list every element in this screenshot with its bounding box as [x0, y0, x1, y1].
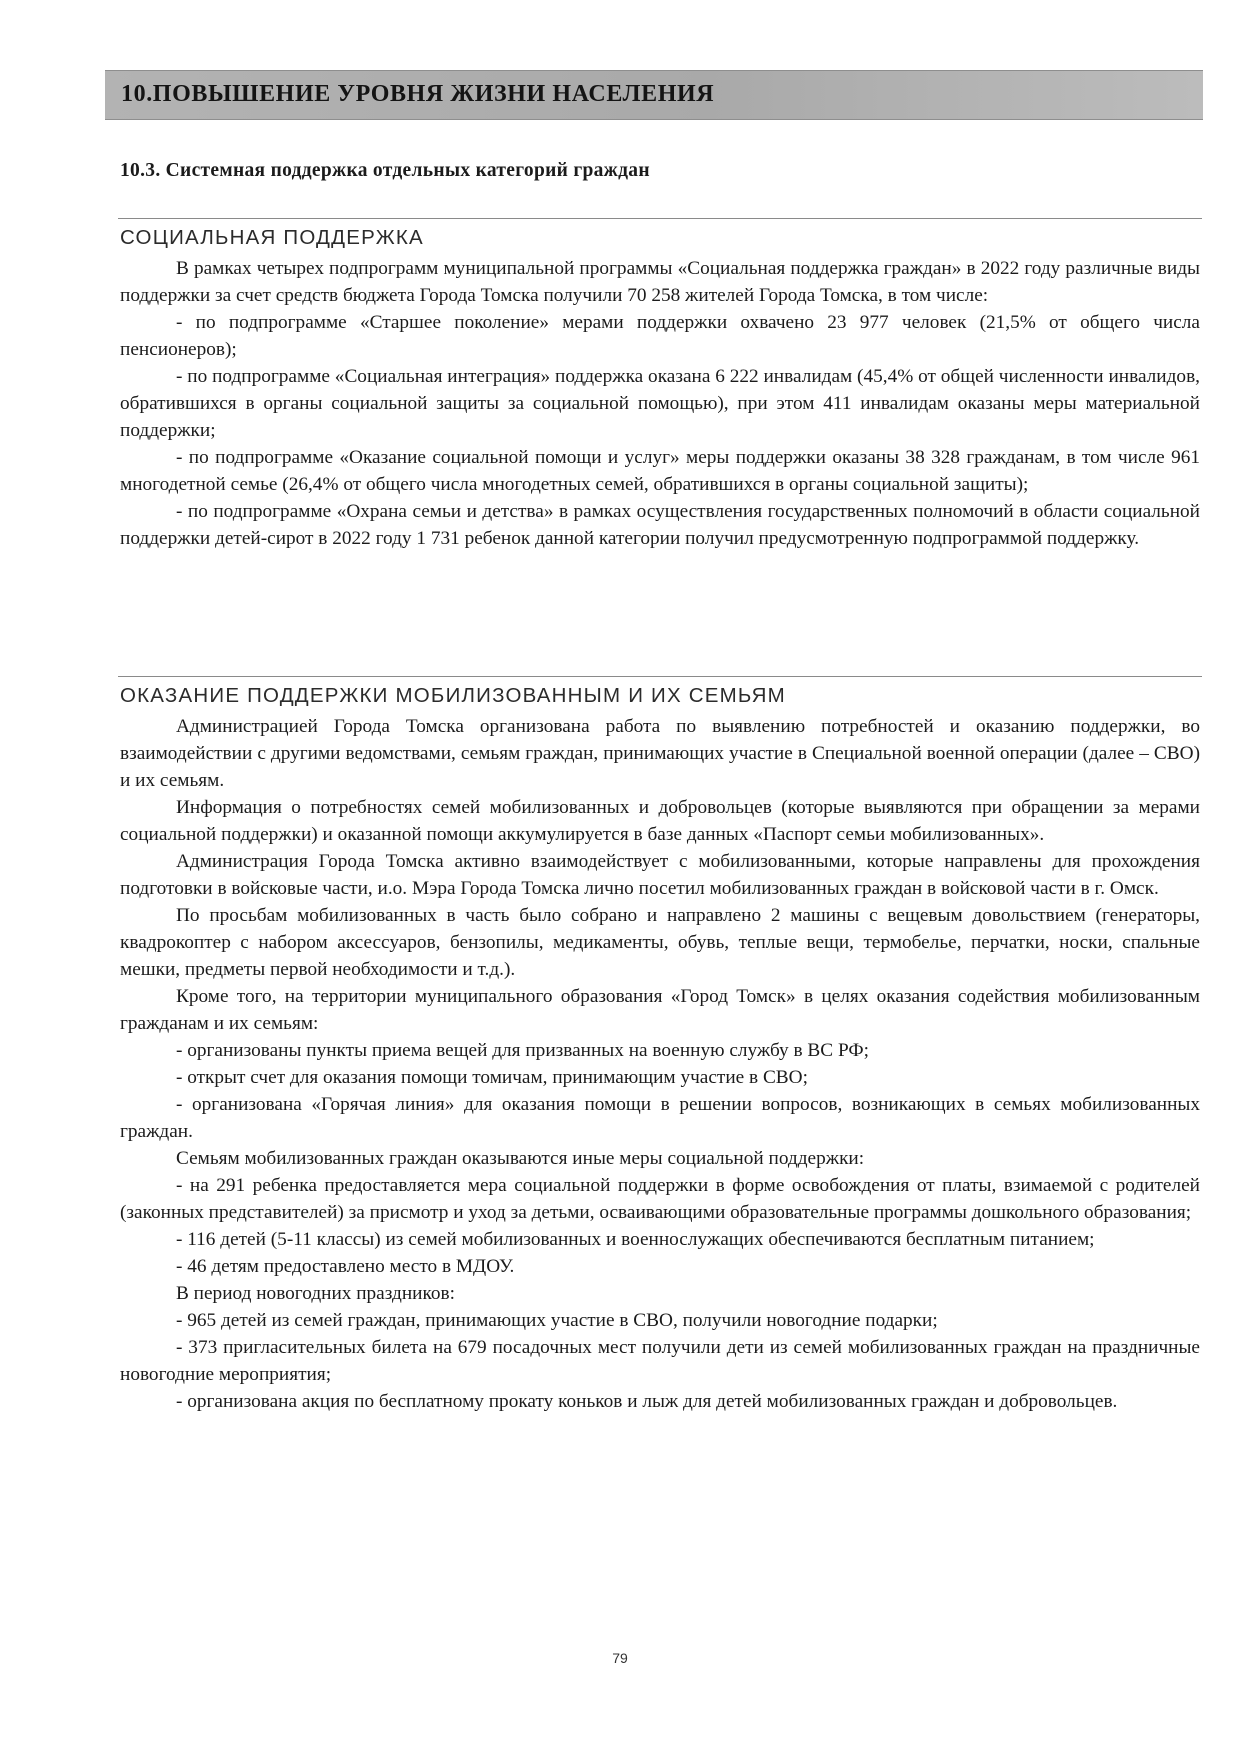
list-item: - организована акция по бесплатному прокату коньков и лыж для детей мобилизованных граждан и добровольцев. — [176, 1391, 1118, 1412]
heading-social-support: СОЦИАЛЬНАЯ ПОДДЕРЖКА — [120, 226, 424, 249]
paragraph: Семьям мобилизованных граждан оказываются иные меры социальной поддержки: — [176, 1148, 865, 1169]
list-item: - по подпрограмме «Оказание социальной помощи и услуг» меры поддержки оказаны 38 328 гражданам, в том числе 961 многодетной семье (26,4% от общего числа многодетных семей, обратившихся в органы социальной защиты); — [120, 447, 1200, 495]
chapter-title: 10.ПОВЫШЕНИЕ УРОВНЯ ЖИЗНИ НАСЕЛЕНИЯ — [121, 81, 715, 107]
list-item: - 46 детям предоставлено место в МДОУ. — [176, 1256, 515, 1277]
paragraph: В период новогодних праздников: — [176, 1283, 455, 1304]
divider-mobilized-support — [118, 676, 1202, 677]
page-number: 79 — [612, 1650, 628, 1666]
divider-social-support — [118, 218, 1202, 219]
social-support-body — [120, 255, 1200, 552]
section-title: 10.3. Системная поддержка отдельных категорий граждан — [120, 160, 650, 181]
paragraph: По просьбам мобилизованных в часть было собрано и направлено 2 машины с вещевым довольствием (генераторы, квадрокоптер с набором аксессуаров, бензопилы, медикаменты, обувь, теплые вещи, термобелье, перчатки, носки, спальные мешки, предметы первой необходимости и т.д.). — [120, 905, 1200, 980]
list-item: - 116 детей (5-11 классы) из семей мобилизованных и военнослужащих обеспечиваются бесплатным питанием; — [176, 1229, 1095, 1250]
paragraph: Администрация Города Томска активно взаимодействует с мобилизованными, которые направлены для прохождения подготовки в войсковые части, и.о. Мэра Города Томска лично посетил мобилизованных граждан в войсковой части в г. Омск. — [120, 851, 1200, 899]
list-item: - по подпрограмме «Социальная интеграция» поддержка оказана 6 222 инвалидам (45,4% от общей численности инвалидов, обратившихся в органы социальной защиты за социальной помощью), при этом 411 инвалидам оказаны меры материальной поддержки; — [120, 366, 1200, 441]
paragraph: Администрацией Города Томска организована работа по выявлению потребностей и оказанию поддержки, во взаимодействии с другими ведомствами, семьям граждан, принимающих участие в Специальной военной операции (далее – СВО) и их семьям. — [120, 716, 1200, 791]
chapter-header-bar — [105, 70, 1203, 120]
paragraph: Информация о потребностях семей мобилизованных и добровольцев (которые выявляются при обращении за мерами социальной поддержки) и оказанной помощи аккумулируется в базе данных «Паспорт семьи мобилизованных». — [120, 797, 1200, 845]
paragraph: В рамках четырех подпрограмм муниципальной программы «Социальная поддержка граждан» в 2022 году различные виды поддержки за счет средств бюджета Города Томска получили 70 258 жителей Города Томска, в том числе: — [120, 258, 1200, 306]
list-item: - организована «Горячая линия» для оказания помощи в решении вопросов, возникающих в семьях мобилизованных граждан. — [120, 1094, 1200, 1142]
list-item: - по подпрограмме «Охрана семьи и детства» в рамках осуществления государственных полномочий в области социальной поддержки детей-сирот в 2022 году 1 731 ребенок данной категории получил предусмотренную подпрограммой поддержку. — [120, 501, 1200, 549]
heading-mobilized-support: ОКАЗАНИЕ ПОДДЕРЖКИ МОБИЛИЗОВАННЫМ И ИХ СЕМЬЯМ — [120, 684, 786, 707]
list-item: - 965 детей из семей граждан, принимающих участие в СВО, получили новогодние подарки; — [176, 1310, 938, 1331]
mobilized-support-body — [120, 713, 1200, 1415]
list-item: - организованы пункты приема вещей для призванных на военную службу в ВС РФ; — [176, 1040, 869, 1061]
list-item: - на 291 ребенка предоставляется мера социальной поддержки в форме освобождения от платы, взимаемой с родителей (законных представителей) за присмотр и уход за детьми, осваивающими образовательные программы дошкольного образования; — [120, 1175, 1200, 1223]
paragraph: Кроме того, на территории муниципального образования «Город Томск» в целях оказания содействия мобилизованным гражданам и их семьям: — [120, 986, 1200, 1034]
list-item: - открыт счет для оказания помощи томичам, принимающим участие в СВО; — [176, 1067, 808, 1088]
list-item: - по подпрограмме «Старшее поколение» мерами поддержки охвачено 23 977 человек (21,5% от общего числа пенсионеров); — [120, 312, 1200, 360]
list-item: - 373 пригласительных билета на 679 посадочных мест получили дети из семей мобилизованных граждан на праздничные новогодние мероприятия; — [120, 1337, 1200, 1385]
